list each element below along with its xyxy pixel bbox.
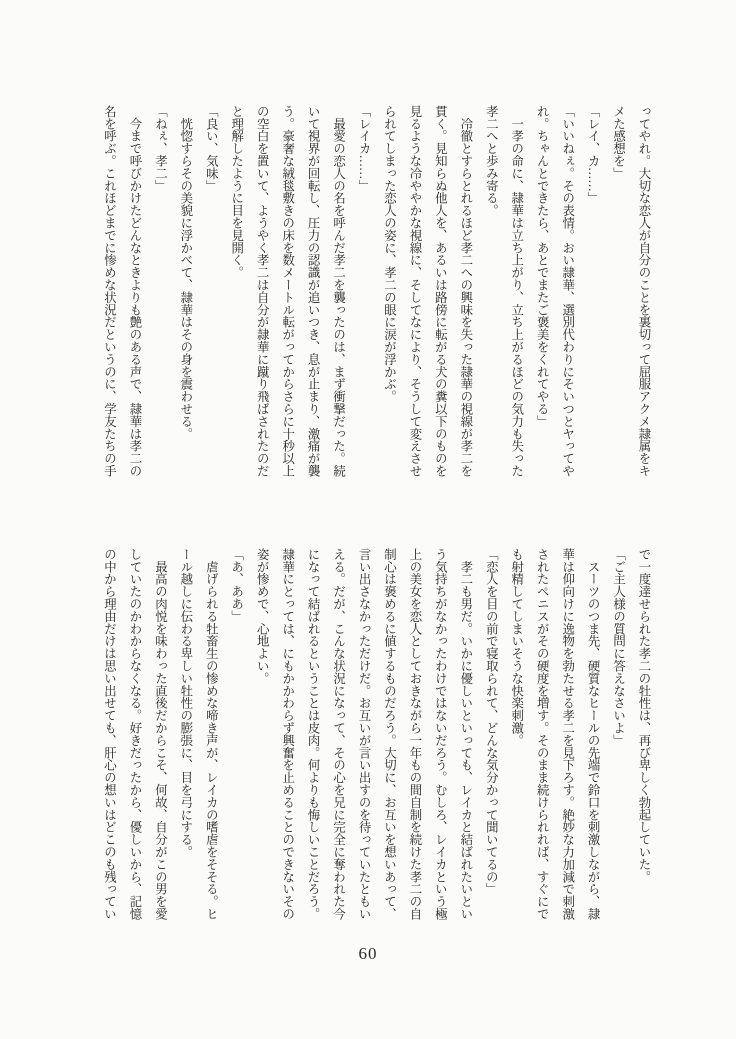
text-line: 孝二も男だ。いかに優しいといっても、レイカと結ばれたいとい <box>458 548 473 920</box>
text-line: える。だが、こんな状況になって、その心を兄に完全に奪われた今 <box>331 548 346 920</box>
text-line: メた感想を」 <box>611 105 626 180</box>
text-line: 「レイカ……」 <box>357 105 372 192</box>
text-line: 見るような冷ややかな視線に、そしてなにより、そうして変えさせ <box>407 105 422 477</box>
text-line: になって結ばれるということは皮肉。何よりも悔しいことだろう。 <box>306 548 321 920</box>
text-line: 冷徹とすらとれるほど孝二への興味を失った隷華の視線が孝二を <box>458 105 473 477</box>
text-line: ってやれ。大切な恋人が自分のことを裏切って屈服アクメ隷属をキ <box>637 105 651 477</box>
text-line: 孝二へと歩み寄る。 <box>484 105 499 217</box>
text-line: 恍惚すらその美貌に浮かべて、隷華はその身を震わせる。 <box>178 105 193 440</box>
text-line: 姿が惨めで、心地よい。 <box>255 548 270 685</box>
text-line: 「良い、気味」 <box>204 105 219 192</box>
text-line: う気持ちがなかったわけではないだろう。むしろ、レイカという極 <box>433 548 448 920</box>
text-line: 制心は褒めるに値するものだろう。大切に、お互いを想いあって、 <box>382 548 397 920</box>
text-line: 「ねぇ、孝二」 <box>153 105 168 192</box>
text-line: 今まで呼びかけたどんなときよりも艶のある声で、隷華は孝二の <box>127 105 142 477</box>
text-line: 言い出さなかっただけだ。お互いが言い出すのを待っていたともい <box>357 548 372 920</box>
text-line: 「あ、ああ」 <box>229 548 244 623</box>
text-line: 「いいねぇ。その表情。おい隷華、選別代わりにそいつとヤってや <box>560 105 575 477</box>
text-line: ール越しに伝わる卑しい牡性の膨張に、目を弓にする。 <box>178 548 193 858</box>
text-block-top <box>96 105 656 477</box>
text-line: していたのかわからなくなる。好きだったから、優しいから、記憶 <box>127 548 142 920</box>
text-line: と理解したように目を見開く。 <box>229 105 244 279</box>
text-line: 「レイ、カ……」 <box>586 105 601 205</box>
text-line: 華は仰向けに逸物を勃たせる孝二を見下ろす。絶妙な力加減で刺激 <box>560 548 575 920</box>
text-line: 最高の肉悦を味わった直後だからこそ、何故、自分がこの男を愛 <box>153 548 168 920</box>
text-line: 上の美女を恋人としておきながら一年もの間自制を続けた孝二の自 <box>407 548 422 920</box>
text-line: いて視界が回転し、圧力の認識が追いつき、息が止まり、激痛が襲 <box>306 105 321 477</box>
text-line: で一度達せられた孝二の牡性は、再び卑しく勃起していた。 <box>637 548 651 883</box>
text-line: も射精してしまいそうな快楽刺激。 <box>509 548 524 747</box>
text-line: う。豪奢な絨毯敷きの床を数メートル転がってからさらに十秒以上 <box>280 105 295 477</box>
text-line: 最愛の恋人の名を呼んだ孝二を襲ったのは、まず衝撃だった。続 <box>331 105 346 477</box>
text-block-bottom <box>96 548 656 920</box>
text-line: られてしまった恋人の姿に、孝二の眼に涙が浮かぶ。 <box>382 105 397 403</box>
text-line: 「ご主人様の質問に答えなさいよ」 <box>611 548 626 747</box>
text-line: 虐げられる牡畜生の惨めな啼き声が、レイカの嗜虐をそそる。ヒ <box>204 548 219 920</box>
text-line: 「恋人を目の前で寝取られて、どんな気分かって聞いてるの」 <box>484 548 499 896</box>
text-line: の中から理由だけは思い出せても、肝心の想いはどこのも残ってい <box>102 548 117 920</box>
page-number: 60 <box>358 944 378 963</box>
text-line: スーツのつま先、硬質なヒールの先端で鈴口を刺激しながら、隷 <box>586 548 601 920</box>
text-line: 一孝の命に、隷華は立ち上がり、立ち上がるほどの気力も失った <box>509 105 524 477</box>
text-line: 名を呼ぶ。これほどまでに惨めな状況だというのに、学友たちの手 <box>102 105 117 477</box>
text-line: 隷華にとっては、にもかかわらず興奮を止めることのできないその <box>280 548 295 920</box>
text-line: 貫く。見知らぬ他人を、あるいは路傍に転がる犬の糞以下のものを <box>433 105 448 477</box>
text-line: されたペニスがその硬度を増す。そのまま続けられれば、すぐにで <box>535 548 550 920</box>
text-line: の空白を置いて、ようやく孝二は自分が隷華に蹴り飛ばされたのだ <box>255 105 270 477</box>
text-line: れ。ちゃんとできたら、あとでまたご褒美をくれてやる」 <box>535 105 550 428</box>
